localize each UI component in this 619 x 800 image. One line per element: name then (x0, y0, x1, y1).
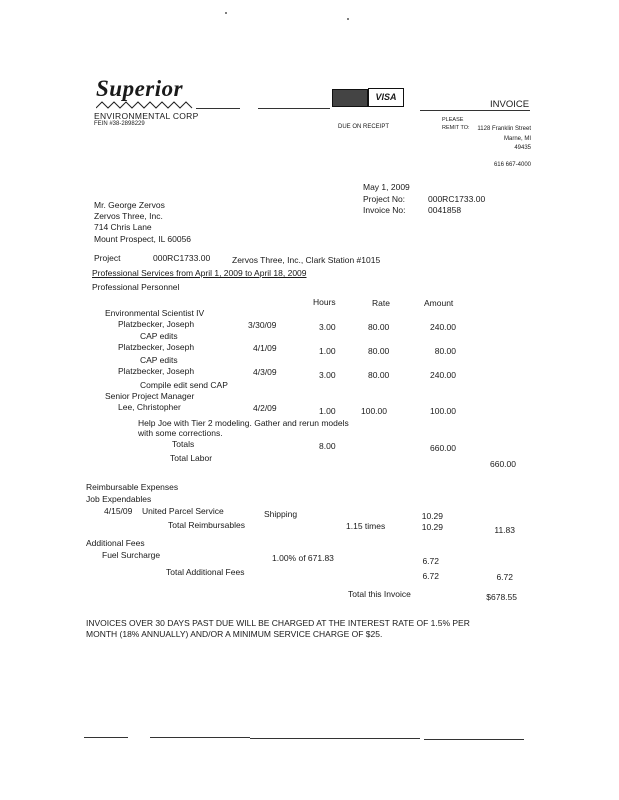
company-logo: Superior (96, 76, 184, 101)
service-period: Professional Services from April 1, 2009 to April 18, 2009 (92, 268, 307, 278)
bottom-rule (150, 737, 250, 738)
entry-amount: 100.00 (430, 406, 456, 416)
credit-card-logos (332, 87, 404, 107)
total-reimb-label: Total Reimbursables (168, 520, 246, 530)
col-amount-header: Amount (424, 298, 454, 308)
totals-label: Totals (172, 439, 195, 449)
interest-notice-line-1: INVOICES OVER 30 DAYS PAST DUE WILL BE CHARGED AT THE INTEREST RATE OF 1.5% PER (86, 618, 470, 628)
col-hours-header: Hours (313, 297, 336, 307)
reimbursables-heading: Reimbursable Expenses (86, 482, 179, 492)
entry-rate: 80.00 (368, 346, 390, 356)
reimb-total: 11.83 (494, 525, 515, 535)
remit-address-1: 1128 Franklin Street (477, 126, 531, 132)
bottom-rule (424, 739, 524, 740)
fee-amount: 6.72 (422, 556, 439, 566)
entry-note: Compile edit send CAP (140, 380, 228, 390)
entry-name: Platzbecker, Joseph (118, 319, 195, 329)
header-rule-right (420, 110, 530, 111)
project-no-value: 000RC1733.00 (428, 194, 486, 204)
project-name: Zervos Three, Inc., Clark Station #1015 (232, 255, 381, 265)
logo-sawtooth-icon (96, 101, 196, 109)
bill-to-street: 714 Chris Lane (94, 222, 152, 232)
entry-date: 4/2/09 (253, 403, 277, 413)
totals-hours: 8.00 (319, 441, 336, 451)
bill-to-name: Mr. George Zervos (94, 200, 165, 210)
entry-name: Platzbecker, Joseph (118, 342, 195, 352)
reimb-desc: Shipping (264, 509, 298, 519)
company-subtitle: ENVIRONMENTAL CORP (94, 111, 199, 121)
entry-name: Platzbecker, Joseph (118, 366, 195, 376)
fees-heading: Additional Fees (86, 538, 145, 548)
total-labor-amount: 660.00 (490, 459, 516, 469)
reimb-date: 4/15/09 (104, 506, 133, 516)
entry-hours: 1.00 (319, 406, 336, 416)
entry-amount: 240.00 (430, 370, 456, 380)
remit-label-2: REMIT TO: (442, 125, 470, 131)
fee-item: Fuel Surcharge (102, 550, 161, 560)
bill-to-city: Mount Prospect, IL 60056 (94, 234, 192, 244)
total-invoice-amount: $678.55 (486, 592, 517, 602)
role-senior-pm: Senior Project Manager (105, 391, 195, 401)
document-type: INVOICE (490, 99, 530, 110)
remit-address-2: Marne, MI (503, 136, 531, 142)
entry-rate: 100.00 (361, 406, 387, 416)
entry-hours: 1.00 (319, 346, 336, 356)
bottom-rule (250, 738, 420, 739)
reimb-amount: 10.29 (421, 511, 443, 521)
entry-amount: 240.00 (430, 322, 456, 332)
project-no-label: Project No: (363, 194, 406, 204)
entry-note: with some corrections. (138, 428, 223, 438)
entry-rate: 80.00 (368, 322, 390, 332)
entry-date: 3/30/09 (248, 320, 277, 330)
entry-hours: 3.00 (319, 370, 336, 380)
entry-rate: 80.00 (368, 370, 390, 380)
remit-label-1: PLEASE (442, 117, 464, 123)
entry-date: 4/1/09 (253, 343, 277, 353)
remit-address-3: 49435 (514, 145, 531, 151)
scan-speck (225, 12, 227, 14)
entry-note: Help Joe with Tier 2 modeling. Gather and rerun models (138, 418, 349, 428)
fees-subtotal: 6.72 (422, 571, 439, 581)
role-env-scientist: Environmental Scientist IV (105, 308, 205, 318)
total-invoice-label: Total this Invoice (348, 589, 411, 599)
total-fees-label: Total Additional Fees (166, 567, 245, 577)
interest-notice-line-2: MONTH (18% ANNUALLY) AND/OR A MINIMUM SERVICE CHARGE OF $25. (86, 629, 383, 639)
scan-speck (347, 18, 349, 20)
reimbursables-sub: Job Expendables (86, 494, 152, 504)
entry-amount: 80.00 (434, 346, 456, 356)
bill-to-company: Zervos Three, Inc. (94, 211, 163, 221)
due-on-receipt: DUE ON RECEIPT (338, 124, 390, 130)
entry-date: 4/3/09 (253, 367, 277, 377)
invoice-no-value: 0041858 (428, 205, 462, 215)
header-rule-left (196, 108, 240, 109)
header-rule-mid (258, 108, 330, 109)
entry-name: Lee, Christopher (118, 402, 181, 412)
fee-basis: 1.00% of 671.83 (272, 553, 334, 563)
invoice-no-label: Invoice No: (363, 205, 406, 215)
invoice-date: May 1, 2009 (363, 182, 410, 192)
col-rate-header: Rate (372, 298, 390, 308)
project-label: Project (94, 253, 121, 263)
fees-total: 6.72 (496, 572, 513, 582)
company-phone: 616 667-4000 (493, 162, 531, 168)
fein-number: FEIN #38-2898229 (94, 121, 145, 127)
visa-icon: VISA (368, 88, 404, 107)
bottom-rule (84, 737, 128, 738)
entry-note: CAP edits (140, 331, 178, 341)
reimb-vendor: United Parcel Service (142, 506, 224, 516)
personnel-heading: Professional Personnel (92, 282, 180, 292)
mastercard-icon (332, 89, 368, 107)
totals-amount: 660.00 (430, 443, 456, 453)
reimb-subtotal: 10.29 (421, 522, 443, 532)
total-labor-label: Total Labor (170, 453, 213, 463)
entry-hours: 3.00 (319, 322, 336, 332)
entry-note: CAP edits (140, 355, 178, 365)
project-number: 000RC1733.00 (153, 253, 211, 263)
reimb-multiplier: 1.15 times (346, 521, 386, 531)
